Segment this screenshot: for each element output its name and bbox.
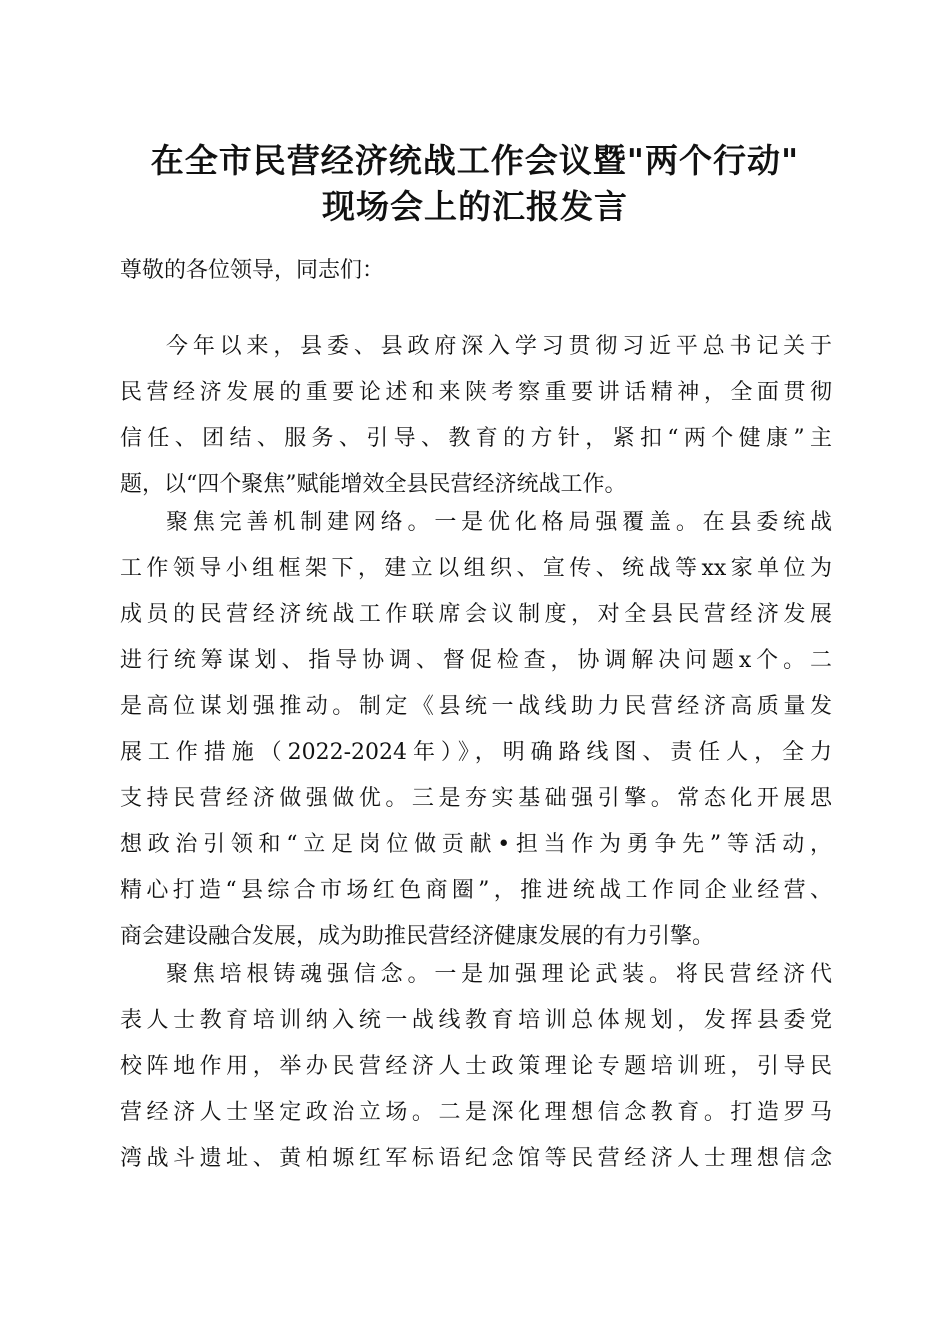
paragraph-line: 表人士教育培训纳入统一战线教育培训总体规划，发挥县委党 [120, 1008, 832, 1033]
document-body [120, 248, 832, 1171]
paragraph-3 [120, 952, 832, 1182]
salutation: 尊敬的各位领导，同志们： [120, 258, 385, 283]
paragraph-line: 信任、团结、服务、引导、教育的方针，紧扣“两个健康”主 [120, 426, 832, 451]
paragraph-line: 是高位谋划强推动。制定《县统一战线助力民营经济高质量发 [120, 694, 832, 719]
paragraph-line: 题，以“四个聚焦”赋能增效全县民营经济统战工作。 [120, 472, 627, 497]
paragraph-line: 民营经济发展的重要论述和来陕考察重要讲话精神，全面贯彻 [120, 380, 832, 405]
paragraph-line: 进行统筹谋划、指导协调、督促检查，协调解决问题x个。二 [120, 648, 832, 673]
document-title-line-2: 现场会上的汇报发言 [322, 187, 628, 226]
paragraph-line: 聚焦培根铸魂强信念。一是加强理论武装。将民营经济代 [166, 962, 832, 987]
paragraph-line: 聚焦完善机制建网络。一是优化格局强覆盖。在县委统战 [166, 510, 832, 535]
document-title-line-1: 在全市民营经济统战工作会议暨"两个行动" [150, 141, 800, 180]
paragraph-line: 成员的民营经济统战工作联席会议制度，对全县民营经济发展 [120, 602, 832, 627]
paragraph-line: 商会建设融合发展，成为助推民营经济健康发展的有力引擎。 [120, 924, 715, 949]
paragraph-line: 校阵地作用，举办民营经济人士政策理论专题培训班，引导民 [120, 1054, 832, 1079]
paragraph-line: 想政治引领和“立足岗位做贡献•担当作为勇争先”等活动， [120, 832, 832, 857]
paragraph-2 [120, 500, 832, 960]
paragraph-1 [120, 324, 832, 508]
paragraph-line: 湾战斗遗址、黄柏塬红军标语纪念馆等民营经济人士理想信念 [120, 1146, 832, 1171]
paragraph-line: 展工作措施（2022-2024年）》，明确路线图、责任人，全力 [120, 740, 832, 765]
paragraph-line: 精心打造“县综合市场红色商圈”，推进统战工作同企业经营、 [120, 878, 832, 903]
paragraph-line: 营经济人士坚定政治立场。二是深化理想信念教育。打造罗马 [120, 1100, 832, 1125]
paragraph-line: 工作领导小组框架下，建立以组织、宣传、统战等xx家单位为 [120, 556, 832, 581]
paragraph-line: 今年以来，县委、县政府深入学习贯彻习近平总书记关于 [166, 334, 832, 359]
paragraph-line: 支持民营经济做强做优。三是夯实基础强引擎。常态化开展思 [120, 786, 832, 811]
